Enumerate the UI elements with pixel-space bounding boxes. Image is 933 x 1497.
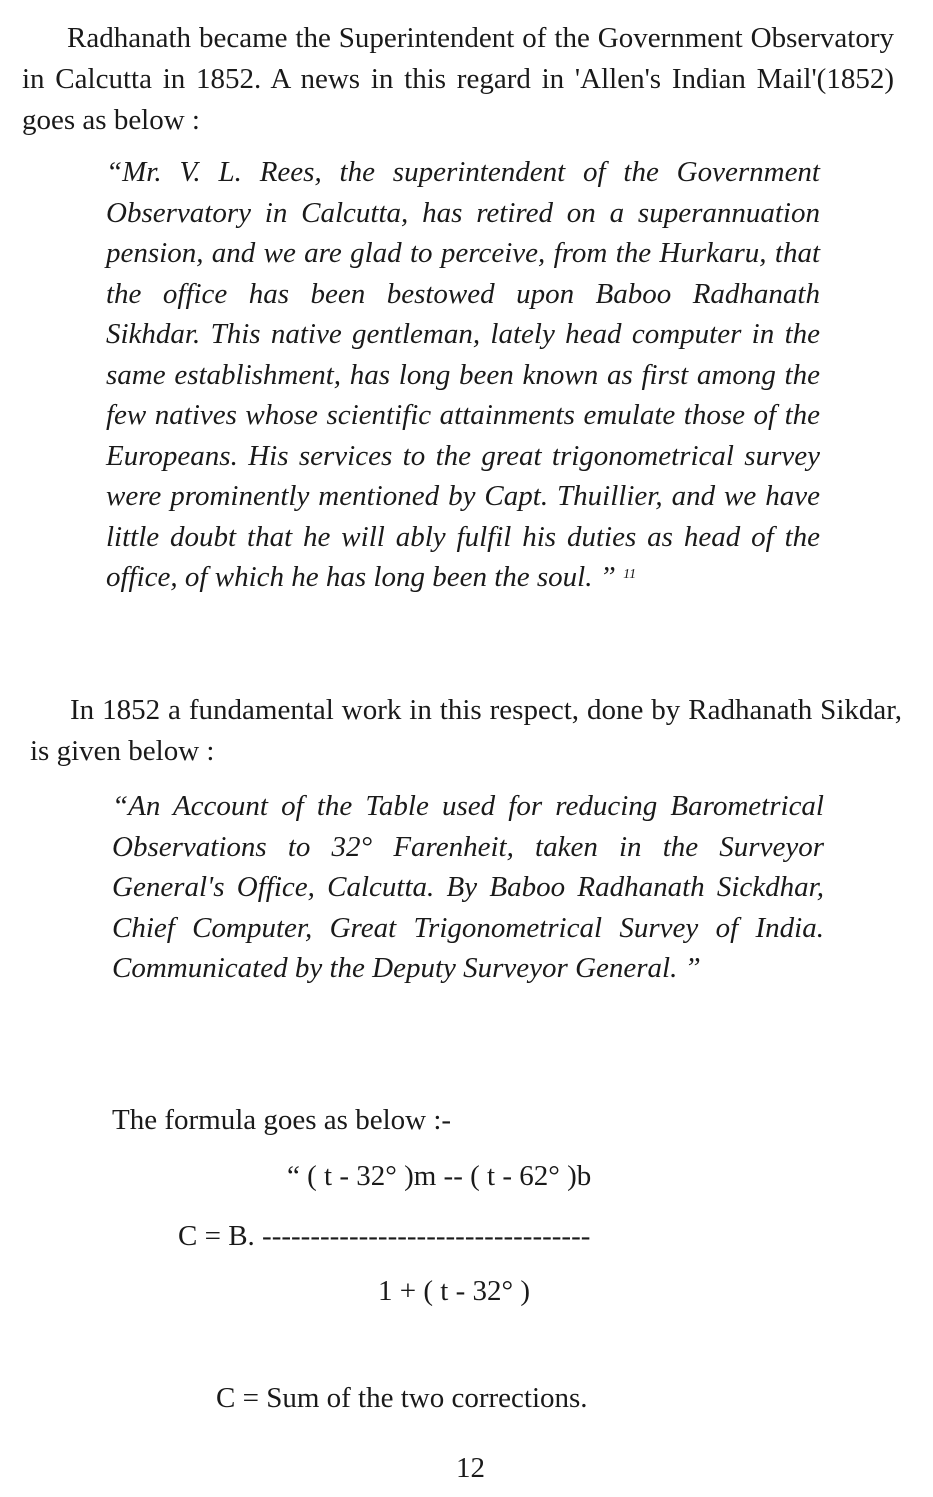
page-number: 12 — [456, 1452, 485, 1484]
formula-numerator: “ ( t - 32° )m -- ( t - 62° )b — [287, 1160, 592, 1192]
formula-lhs: C = B. ---------------------------------- — [178, 1220, 591, 1252]
news-quote — [106, 152, 820, 598]
news-quote-text: “Mr. V. L. Rees, the superintendent of the Government Observatory in Calcutta, has retired on a superannuation pension, and we are glad to perceive, from the Hurkaru, that the office has been bestowed upon Baboo Radhanath Sikhdar. This native gentleman, lately head computer in the same establishment, has long been known as first among the few natives whose scientific attainments emulate those of the Europeans. His services to the great trigonometrical survey were prominently mentioned by Capt. Thuillier, and we have little doubt that he will ably fulfil his duties as head of the office, of which he has long been the soul. ” — [106, 156, 820, 593]
work-paragraph: In 1852 a fundamental work in this respect, done by Radhanath Sikdar, is given below : — [30, 694, 902, 767]
formula-denominator: 1 + ( t - 32° ) — [378, 1275, 530, 1307]
formula-definition: C = Sum of the two corrections. — [216, 1382, 588, 1414]
account-quote: “An Account of the Table used for reducing Barometrical Observations to 32° Farenheit, taken in the Surveyor General's Office, Calcutta. By Baboo Radhanath Sickdhar, Chief Computer, Great Trigonometrical Survey of India. Communicated by the Deputy Surveyor General. ” — [112, 790, 824, 984]
formula-intro: The formula goes as below :- — [112, 1104, 452, 1136]
intro-paragraph: Radhanath became the Superintendent of the Government Observatory in Calcutta in 1852. A news in this regard in 'Allen's Indian Mail'(1852) goes as below : — [22, 22, 894, 136]
footnote-marker: 11 — [623, 567, 637, 582]
